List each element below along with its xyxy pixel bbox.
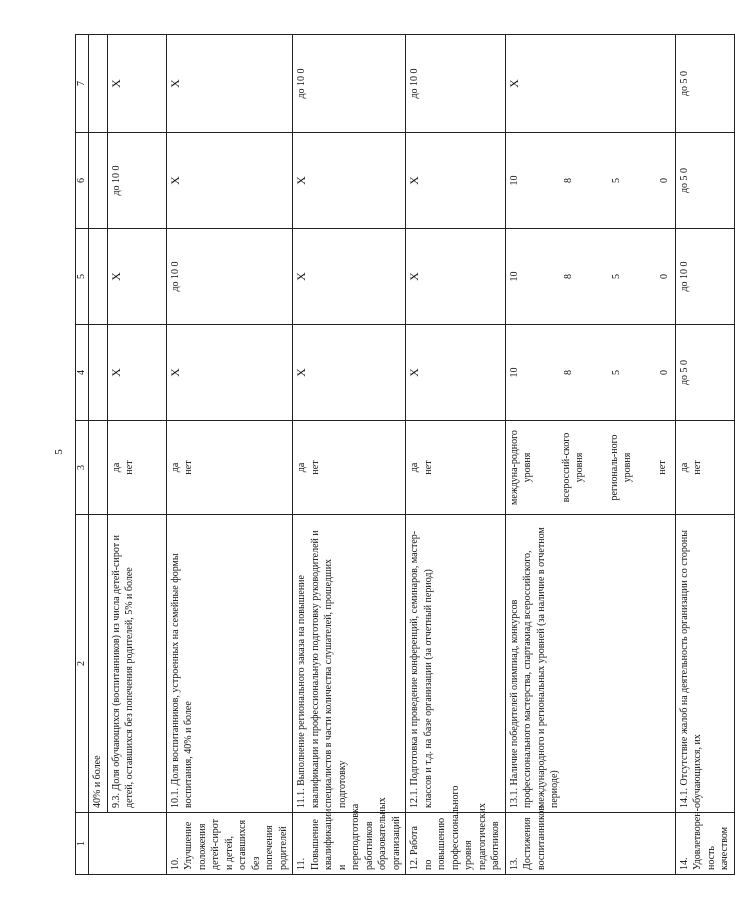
table-row [675,35,734,875]
header-col-6: 6 [76,133,89,229]
score-cell: Х [107,325,166,421]
answer-yes: да [169,462,181,473]
score-cell: 10 8 5 0 [505,229,675,325]
answer-cell [293,421,406,515]
score-cell: Х [406,133,506,229]
indicator-cell: 13.1. Наличие победителей олимпиад, конкурсов профессионального мастерства, спартакиад всероссийского, международного и региональных уровней (за наличие в отчетном периоде) [505,515,675,813]
indicator-cell: 10.1. Доля воспитанников, устроенных на семейные формы воспитания, 40% и более [166,515,293,813]
header-col-4: 4 [76,325,89,421]
indicator-cell: 40% и более [89,515,108,813]
score-cell: 10 8 5 0 [505,325,675,421]
header-col-1: 1 [76,813,89,875]
indicator-cell: 14.1. Отсутствие жалоб на деятельность организации со стороны обучающихся, их [675,515,734,813]
answer-no: нет [692,460,703,475]
table-row [166,35,293,875]
header-col-3: 3 [76,421,89,515]
score-cell: Х [293,229,406,325]
score-cell: до 5 0 [675,133,734,229]
level-cell [505,421,675,515]
score-cell: до 5 0 [675,35,734,133]
indicator-cell: 12.1. Подготовка и проведение конференций, семинаров, мастер-классов и т.д. на базе организации (за отчетный период) [406,515,506,813]
level-none: нет [656,460,668,475]
table-row [107,35,166,875]
answer-yes: да [678,462,690,473]
rotated-table-wrapper [75,35,730,875]
answer-no: нет [422,460,434,475]
score-cell: Х [293,325,406,421]
score-cell: Х [107,35,166,133]
answer-yes: да [409,462,420,473]
criterion-cell: 10. Улучшение положения детей-сирот и детей, оставшихся без попечения родителей [166,813,293,875]
score-cell: 10 8 5 0 [505,133,675,229]
answer-yes: да [110,462,122,473]
criterion-cell: 14. Удовлетворен-ность качеством [675,813,734,875]
answer-no: нет [183,460,194,475]
header-col-7: 7 [76,35,89,133]
level-national: всероссий-ского уровня [560,432,585,503]
score-cell: до 10 0 [166,229,293,325]
criterion-cell [89,813,167,875]
score-cell: до 5 0 [675,325,734,421]
score-cell: до 10 0 [107,133,166,229]
header-col-5: 5 [76,229,89,325]
score-cell: Х [293,133,406,229]
table-row [505,35,675,875]
indicator-cell: 11.1. Выполнение регионального заказа на повышение квалификации и профессиональную подготовку руководителей и специалистов в части количества слушателей, прошедших подготовку [293,515,406,813]
score-cell: Х [406,229,506,325]
score-cell: Х [406,325,506,421]
header-row [76,35,89,875]
level-international: междуна-родного уровня [508,430,533,505]
criterion-cell: 12. Работа по повышению профессионального уровня педагогических работников [406,813,506,875]
answer-cell [406,421,506,515]
criterion-cell: 11. Повышение квалификации и переподготовка работников образовательных организаций [293,813,406,875]
answer-cell [107,421,166,515]
table-row [406,35,506,875]
level-regional: региональ-ного уровня [608,434,633,501]
criterion-cell: 13. Достижения воспитанников [505,813,675,875]
answer-cell [166,421,293,515]
score-cell: до 10 0 [293,35,406,133]
table-row [89,35,108,875]
table-row [293,35,406,875]
header-col-2: 2 [76,515,89,813]
answer-no: нет [124,460,135,475]
indicator-cell: 9.3. Доля обучающихся (воспитанников) из числа детей-сирот и детей, оставшихся без попечения родителей, 5% и более [107,515,166,813]
criteria-table [75,34,735,875]
answer-yes: да [296,462,307,473]
answer-cell [675,421,734,515]
score-cell: Х [166,35,293,133]
score-cell: до 10 0 [675,229,734,325]
answer-no: нет [309,460,321,475]
page-number: 5 [52,449,65,455]
score-cell: Х [107,229,166,325]
score-cell: Х [166,133,293,229]
score-cell: до 10 0 [406,35,506,133]
score-cell: Х [505,35,675,133]
score-cell: Х [166,325,293,421]
